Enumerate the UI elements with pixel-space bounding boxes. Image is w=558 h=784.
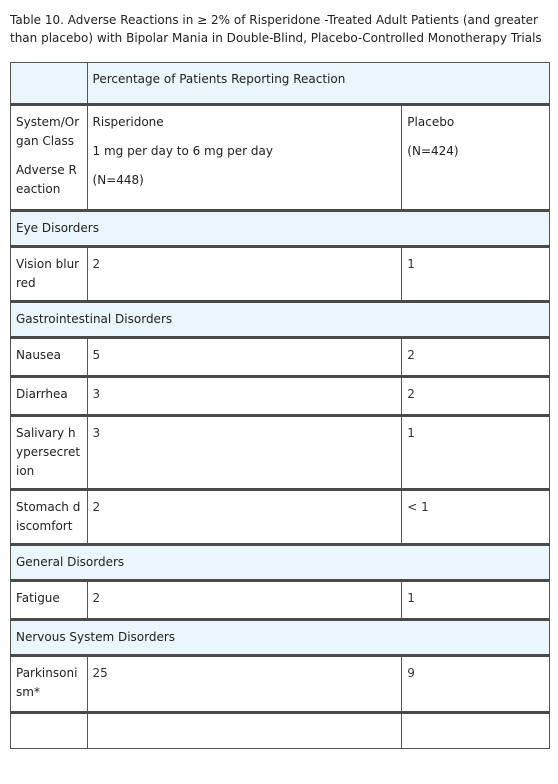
- risperidone-cell: 2: [87, 581, 402, 620]
- table-header-row-1: [11, 63, 550, 105]
- spacer: [16, 151, 82, 161]
- col-header-line: Risperidone: [92, 115, 164, 129]
- risperidone-cell: [87, 713, 402, 749]
- spacer: [93, 161, 397, 171]
- col-header-risperidone: [87, 105, 402, 211]
- col-header-line: Adverse Reaction: [16, 163, 77, 196]
- section-row: [11, 211, 550, 247]
- section-row: [11, 302, 550, 338]
- reaction-cell: Stomach discomfort: [11, 490, 88, 545]
- spacer: [93, 132, 397, 142]
- risperidone-cell: 3: [87, 416, 402, 490]
- placebo-cell: [402, 713, 550, 749]
- table-row: [11, 490, 550, 545]
- reaction-cell: Vision blurred: [11, 247, 88, 302]
- section-row: [11, 620, 550, 656]
- adverse-reactions-table: [10, 62, 550, 749]
- placebo-cell: 1: [402, 416, 550, 490]
- section-title: Nervous System Disorders: [11, 620, 550, 656]
- placebo-cell: 9: [402, 656, 550, 713]
- placebo-cell: 2: [402, 338, 550, 377]
- placebo-cell: < 1: [402, 490, 550, 545]
- reaction-cell: Nausea: [11, 338, 88, 377]
- reaction-cell: [11, 713, 88, 749]
- table-row: [11, 416, 550, 490]
- col-header-line: Placebo: [407, 115, 455, 129]
- col-header-line: 1 mg per day to 6 mg per day: [92, 144, 273, 158]
- section-title: Eye Disorders: [11, 211, 550, 247]
- spacer: [407, 132, 544, 142]
- table-row: [11, 656, 550, 713]
- table-row: [11, 338, 550, 377]
- section-title: Gastrointestinal Disorders: [11, 302, 550, 338]
- risperidone-cell: 3: [87, 377, 402, 416]
- risperidone-cell: 5: [87, 338, 402, 377]
- section-row: [11, 545, 550, 581]
- table-row: [11, 247, 550, 302]
- col-header-placebo: [402, 105, 550, 211]
- section-title: General Disorders: [11, 545, 550, 581]
- col-header-system-organ-class: [11, 105, 88, 211]
- span-header: Percentage of Patients Reporting Reaction: [87, 63, 549, 105]
- reaction-cell: Fatigue: [11, 581, 88, 620]
- col-header-line: (N=424): [407, 144, 459, 158]
- table-row: [11, 377, 550, 416]
- placebo-cell: 1: [402, 581, 550, 620]
- risperidone-cell: 2: [87, 490, 402, 545]
- table-caption: Table 10. Adverse Reactions in ≥ 2% of Risperidone -Treated Adult Patients (and greater than placebo) with Bipolar Mania in Double-Blind, Placebo-Controlled Monotherapy Trials: [10, 13, 542, 45]
- table-row: [11, 581, 550, 620]
- col-header-line: System/Organ Class: [16, 115, 80, 148]
- reaction-cell: Diarrhea: [11, 377, 88, 416]
- risperidone-cell: 2: [87, 247, 402, 302]
- placebo-cell: 2: [402, 377, 550, 416]
- table-row: [11, 713, 550, 749]
- reaction-cell: Salivary hypersecretion: [11, 416, 88, 490]
- header-blank-cell: [11, 63, 88, 105]
- placebo-cell: 1: [402, 247, 550, 302]
- table-header-row-2: [11, 105, 550, 211]
- risperidone-cell: 25: [87, 656, 402, 713]
- reaction-cell: Parkinsonism*: [11, 656, 88, 713]
- col-header-line: (N=448): [92, 173, 144, 187]
